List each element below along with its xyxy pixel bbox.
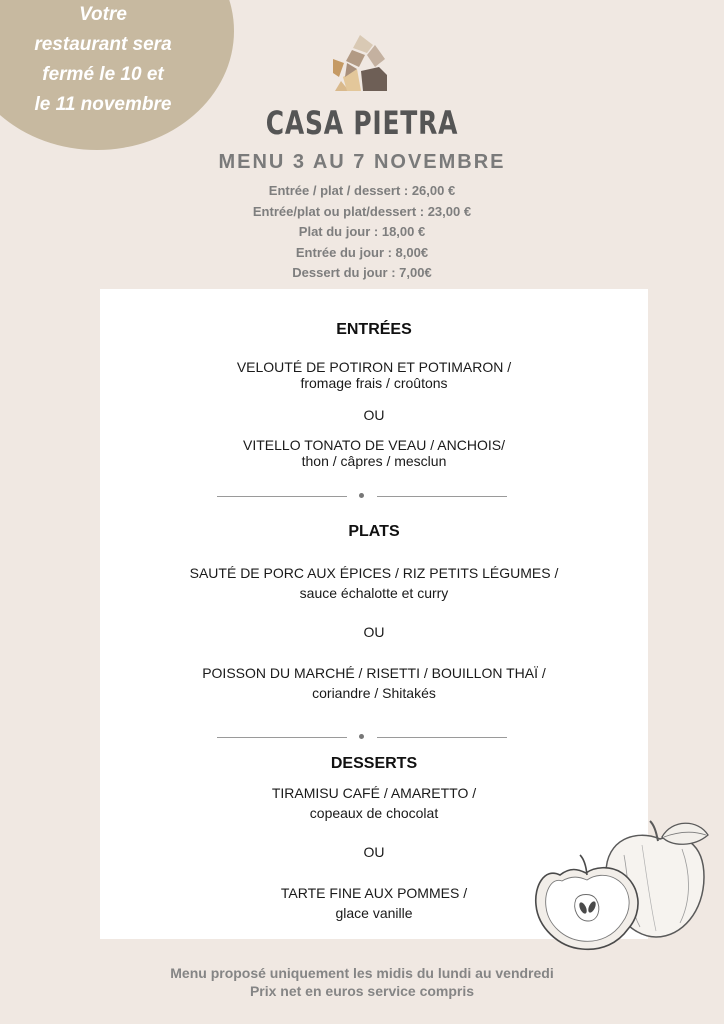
dish-name: POISSON DU MARCHÉ / RISETTI / BOUILLON THAÏ / [202, 665, 546, 681]
dish-name: TIRAMISU CAFÉ / AMARETTO / [271, 785, 477, 801]
dish-detail: glace vanille [335, 905, 413, 921]
dish-item [100, 563, 648, 603]
closing-notice-line: fermé le 10 et [42, 64, 164, 85]
or-separator: OU [363, 844, 385, 860]
dish-detail: coriandre / Shitakés [312, 685, 436, 701]
stone-house-icon [331, 33, 389, 93]
price-line: Entrée du jour : 8,00€ [295, 244, 429, 260]
section-divider [217, 733, 507, 741]
restaurant-name: CASA PIETRA [265, 104, 459, 142]
dish-detail: thon / câpres / mesclun [301, 453, 447, 469]
dish-name: TARTE FINE AUX POMMES / [280, 885, 468, 901]
or-separator: OU [363, 624, 385, 640]
or-separator: OU [363, 407, 385, 423]
section-divider [217, 492, 507, 500]
dish-name: VELOUTÉ DE POTIRON ET POTIMARON / [236, 359, 512, 375]
closing-notice [0, 0, 206, 120]
dish-item [100, 359, 648, 391]
footer-line: Menu proposé uniquement les midis du lundi au vendredi [170, 965, 554, 981]
price-list [0, 181, 724, 284]
price-line: Plat du jour : 18,00 € [298, 224, 426, 239]
price-line: Dessert du jour : 7,00€ [292, 265, 432, 280]
section-title-desserts: DESSERTS [330, 755, 418, 772]
dish-name: VITELLO TONATO DE VEAU / ANCHOIS/ [243, 437, 505, 453]
closing-notice-line: restaurant sera [34, 34, 172, 55]
dish-detail: copeaux de chocolat [309, 805, 439, 821]
section-title-entrees: ENTRÉES [336, 321, 412, 338]
closing-notice-line: Votre [79, 4, 127, 25]
dish-name: SAUTÉ DE PORC AUX ÉPICES / RIZ PETITS LÉGUMES / [189, 565, 559, 581]
dish-detail: fromage frais / croûtons [300, 375, 448, 391]
footer [0, 964, 724, 1000]
price-line: Entrée / plat / dessert : 26,00 € [268, 183, 456, 198]
dish-detail: sauce échalotte et curry [299, 585, 449, 601]
dish-item [100, 437, 648, 469]
section-title-plats: PLATS [348, 523, 400, 540]
price-line: Entrée/plat ou plat/dessert : 23,00 € [252, 203, 472, 219]
dish-item [100, 663, 648, 703]
closing-notice-line: le 11 novembre [34, 94, 172, 115]
apples-illustration [532, 815, 712, 955]
footer-line: Prix net en euros service compris [249, 983, 475, 999]
menu-title: MENU 3 AU 7 NOVEMBRE [218, 151, 506, 173]
